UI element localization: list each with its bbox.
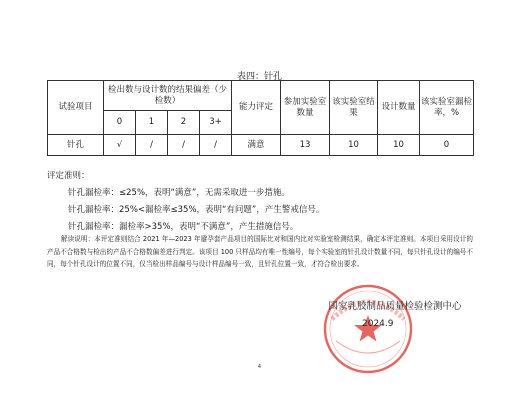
criteria-title: 评定准则： (47, 171, 90, 181)
criteria-line: 针孔漏检率：漏检率>35%，表明“不满意”，产生措施信号。 (68, 222, 299, 232)
header-deviation-col: 0 (104, 111, 136, 135)
cell-item: 针孔 (48, 135, 104, 156)
explanation-paragraph: 解读说明：本评定准则结合 2021 年—2023 年避孕套产品项目的国际比对和国内比对实验室检测结果，确定本评定准则。本项目采用设计的产品不合格数与检出的产品不合格数偏差进行判定。该项目 100 只样品均有唯一性编号，每个实验室的针孔设计数量不同，每只针孔设计的编号不同，每个针孔设计的位置不同，仅当检出样品编号与设计样品编号一致，且针孔位置一致，才符合检出要求。 (47, 235, 473, 268)
cell-leak-rate: 0 (420, 135, 474, 156)
organization-name: 国家乳胶制品质量检验检测中心 (328, 301, 462, 312)
cell-ability: 满意 (232, 135, 281, 156)
header-deviation-col: 2 (168, 111, 200, 135)
header-leak-rate: 该实验室漏检率，% (420, 81, 474, 135)
cell-design-count: 10 (378, 135, 420, 156)
cell-lab-result: 10 (330, 135, 378, 156)
cell-deviation: / (168, 135, 200, 156)
table-title: 表四：针孔 (236, 72, 282, 82)
official-seal (322, 283, 414, 375)
header-deviation-col: 1 (136, 111, 168, 135)
cell-labs-count: 13 (281, 135, 330, 156)
issue-date: 2024.9 (362, 319, 394, 329)
table-row (48, 135, 474, 156)
cell-deviation: / (200, 135, 232, 156)
header-ability: 能力评定 (232, 81, 281, 135)
criteria-line: 针孔漏检率：≤25%，表明“满意”，无需采取进一步措施。 (68, 188, 290, 198)
header-lab-result: 该实验室结果 (330, 81, 378, 135)
cell-deviation: / (136, 135, 168, 156)
header-item: 试验项目 (48, 81, 104, 135)
criteria-section (47, 168, 477, 236)
header-design-count: 设计数量 (378, 81, 420, 135)
header-deviation-col: 3+ (200, 111, 232, 135)
page-number: 4 (257, 364, 262, 370)
criteria-line: 针孔漏检率：25%<漏检率≤35%，表明“有问题”，产生警戒信号。 (68, 205, 325, 215)
results-table (47, 80, 474, 156)
header-deviation-group: 检出数与设计数的结果偏差（少检数） (104, 81, 232, 111)
cell-deviation: √ (104, 135, 136, 156)
header-labs-count: 参加实验室数量 (281, 81, 330, 135)
